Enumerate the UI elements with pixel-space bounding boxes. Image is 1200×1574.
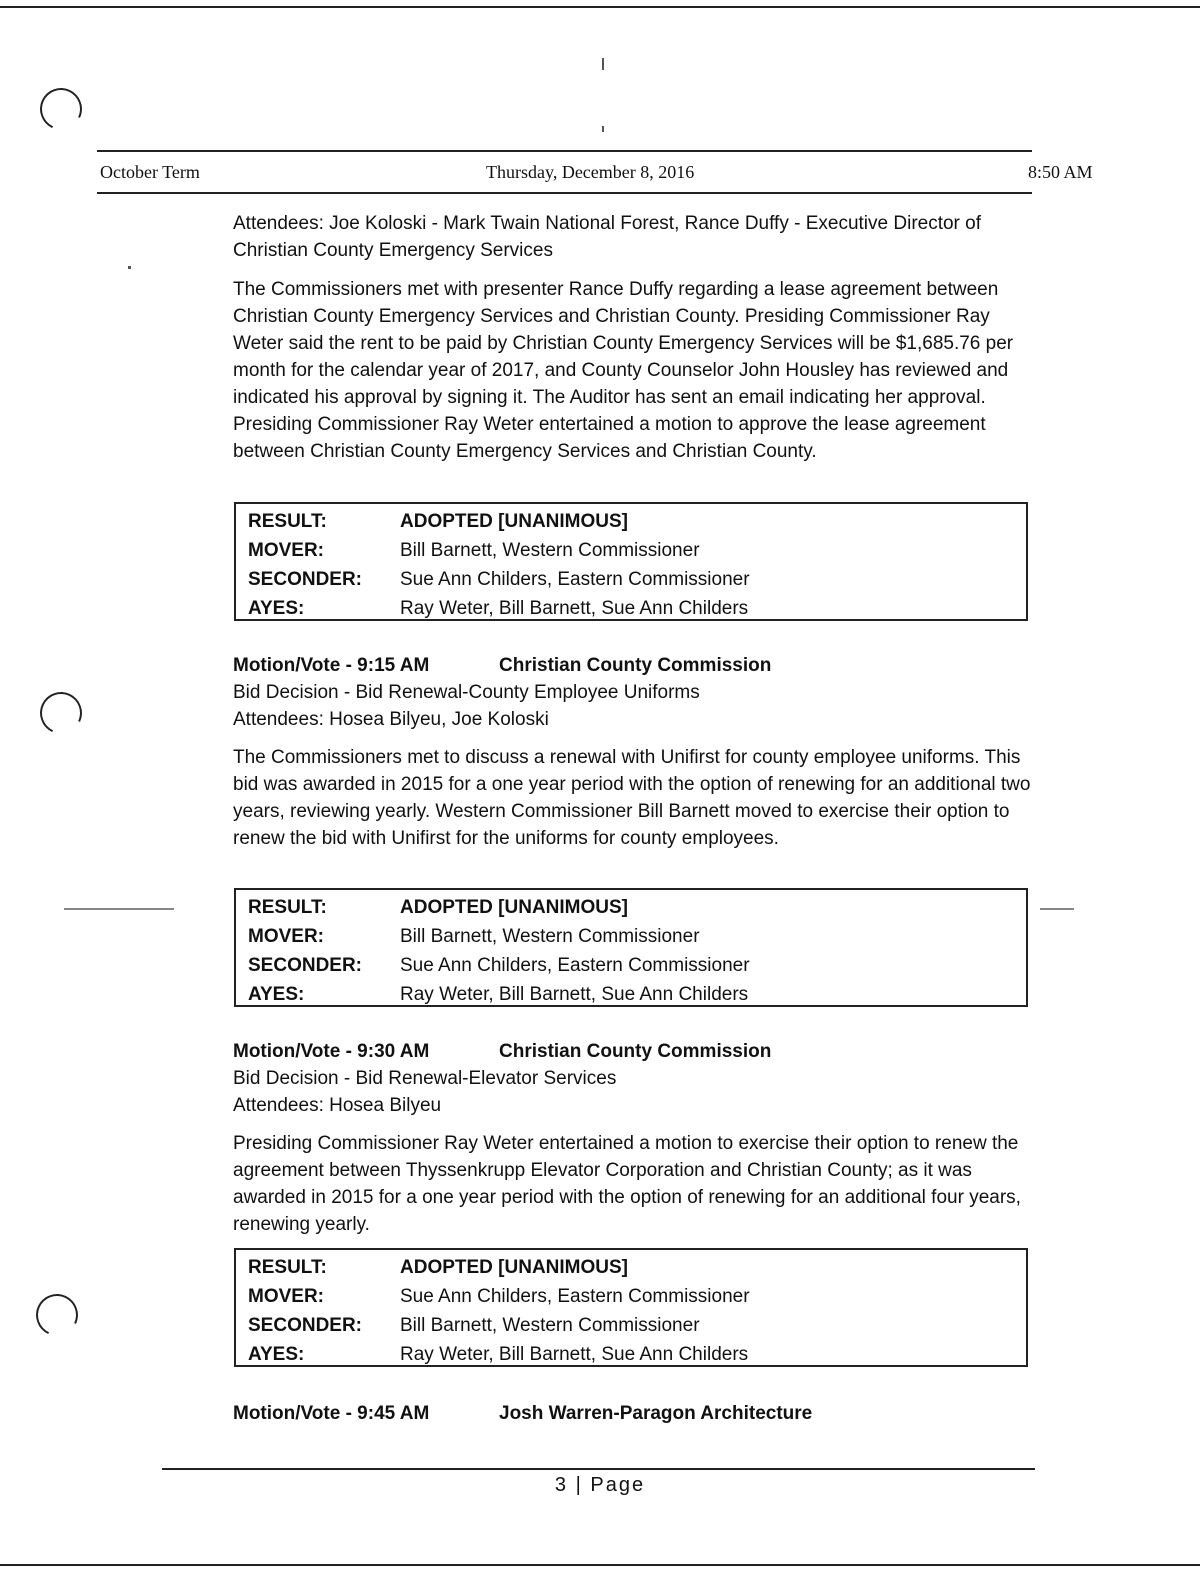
vote-key: MOVER:: [248, 926, 324, 947]
vote-row-ayes: [248, 980, 1026, 1009]
vote-seconder: Sue Ann Childers, Eastern Commissioner: [400, 569, 750, 590]
vote-mover: Sue Ann Childers, Eastern Commissioner: [400, 1286, 750, 1307]
vote-ayes: Ray Weter, Bill Barnett, Sue Ann Childers: [400, 598, 749, 619]
section3-bid: Bid Decision - Bid Renewal-Elevator Services: [233, 1068, 617, 1089]
header-bottom-rule: [97, 192, 1032, 194]
vote-key: SECONDER:: [248, 1315, 363, 1336]
vote-key: AYES:: [248, 598, 305, 619]
header-top-rule: [97, 150, 1032, 152]
vote-key: AYES:: [248, 1344, 305, 1365]
scan-speck: [1040, 908, 1074, 910]
motion-body: Christian County Commission: [499, 1041, 772, 1062]
scan-bottom-border: [0, 1564, 1200, 1566]
section2-body: The Commissioners met to discuss a renewal with Unifirst for county employee uniforms. This bid was awarded in 2015 for a one year period with the option of renewing for an additional two years, reviewing yearly. Western Commissioner Bill Barnett moved to exercise their option to renew the bid with Unifirst for the uniforms for county employees.: [233, 747, 1031, 849]
binder-hole-bottom: [30, 1288, 84, 1342]
scan-speck: [64, 908, 174, 910]
motion-body: Christian County Commission: [499, 655, 772, 676]
binder-hole-middle: [34, 686, 88, 740]
motion-body: Josh Warren-Paragon Architecture: [499, 1403, 813, 1424]
vote-mover: Bill Barnett, Western Commissioner: [400, 540, 700, 561]
scan-speck: [128, 266, 131, 269]
scan-speck: [602, 58, 604, 70]
vote-key: MOVER:: [248, 540, 324, 561]
vote-seconder: Sue Ann Childers, Eastern Commissioner: [400, 955, 750, 976]
motion-time: Motion/Vote - 9:45 AM: [233, 1403, 430, 1424]
vote-result: ADOPTED [UNANIMOUS]: [400, 1257, 628, 1278]
vote-ayes: Ray Weter, Bill Barnett, Sue Ann Childers: [400, 984, 749, 1005]
term-label: October Term: [100, 162, 200, 182]
section2-attendees: Attendees: Hosea Bilyeu, Joe Koloski: [233, 709, 549, 730]
section3-body: Presiding Commissioner Ray Weter entertained a motion to exercise their option to renew the agreement between Thyssenkrupp Elevator Corporation and Christian County; as it was awarded in 2015 for a one year period with the option of renewing for an additional four years, renewing yearly.: [233, 1133, 1021, 1235]
vote-row-result: [248, 507, 1026, 536]
vote-row-mover: [248, 922, 1026, 951]
section1-attendees: Attendees: Joe Koloski - Mark Twain National Forest, Rance Duffy - Executive Director of Christian County Emergency Services: [233, 213, 982, 261]
meeting-date: Thursday, December 8, 2016: [486, 162, 695, 182]
vote-key: RESULT:: [248, 511, 327, 532]
vote-result: ADOPTED [UNANIMOUS]: [400, 897, 628, 918]
vote-row-seconder: [248, 565, 1026, 594]
vote-row-seconder: [248, 1311, 1026, 1340]
section3-vote-table: [234, 1248, 1028, 1367]
vote-key: RESULT:: [248, 897, 327, 918]
vote-row-result: [248, 893, 1026, 922]
meeting-time: 8:50 AM: [1028, 162, 1093, 182]
vote-key: AYES:: [248, 984, 305, 1005]
vote-key: SECONDER:: [248, 569, 363, 590]
vote-seconder: Bill Barnett, Western Commissioner: [400, 1315, 700, 1336]
scan-speck: [602, 126, 604, 132]
vote-key: RESULT:: [248, 1257, 327, 1278]
scan-top-border: [0, 6, 1200, 8]
section4-motion-heading: [233, 1400, 812, 1427]
section3-motion-heading: [233, 1038, 771, 1065]
section2-bid: Bid Decision - Bid Renewal-County Employee Uniforms: [233, 682, 700, 703]
motion-time: Motion/Vote - 9:30 AM: [233, 1041, 430, 1062]
vote-result: ADOPTED [UNANIMOUS]: [400, 511, 628, 532]
section1-vote-table: [234, 502, 1028, 621]
section3-attendees: Attendees: Hosea Bilyeu: [233, 1095, 442, 1116]
footer-rule: [162, 1468, 1035, 1470]
binder-hole-top: [34, 82, 88, 136]
section2-motion-heading: [233, 652, 771, 679]
section2-vote-table: [234, 888, 1028, 1007]
vote-row-mover: [248, 1282, 1026, 1311]
vote-mover: Bill Barnett, Western Commissioner: [400, 926, 700, 947]
vote-row-ayes: [248, 1340, 1026, 1369]
vote-row-result: [248, 1253, 1026, 1282]
page-number: 3 | Page: [554, 1474, 646, 1496]
vote-row-seconder: [248, 951, 1026, 980]
vote-key: MOVER:: [248, 1286, 324, 1307]
motion-time: Motion/Vote - 9:15 AM: [233, 655, 430, 676]
section1-body: The Commissioners met with presenter Rance Duffy regarding a lease agreement between Christian County Emergency Services and Christian County. Presiding Commissioner Ray Weter said the rent to be paid by Christian County Emergency Services will be $1,685.76 per month for the calendar year of 2017, and County Counselor John Housley has reviewed and indicated his approval by signing it. The Auditor has sent an email indicating her approval. Presiding Commissioner Ray Weter entertained a motion to approve the lease agreement between Christian County Emergency Services and Christian County.: [233, 279, 1014, 462]
vote-key: SECONDER:: [248, 955, 363, 976]
vote-row-mover: [248, 536, 1026, 565]
vote-ayes: Ray Weter, Bill Barnett, Sue Ann Childers: [400, 1344, 749, 1365]
vote-row-ayes: [248, 594, 1026, 623]
